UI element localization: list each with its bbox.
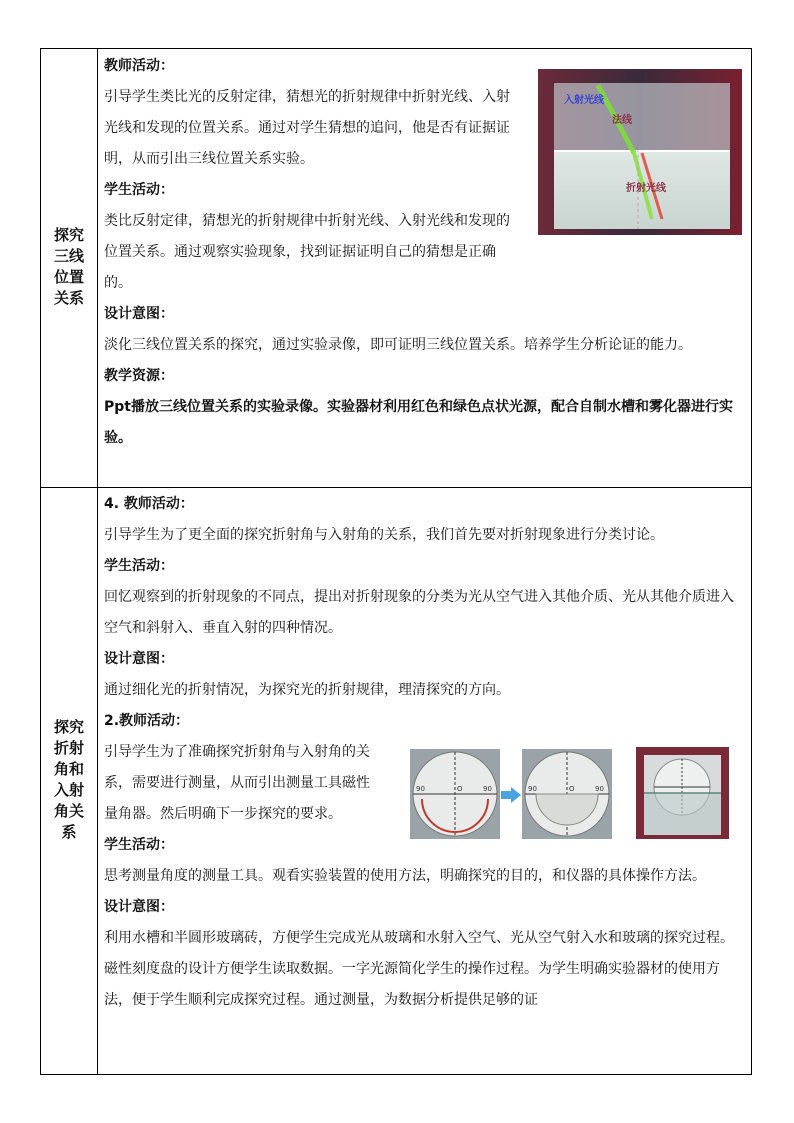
student1-text: 回忆观察到的折射现象的不同点，提出对折射现象的分类为光从空气进入其他介质、光从其他介质进入空气和斜射入、垂直入射的四种情况。	[104, 589, 734, 636]
svg-text:O: O	[457, 785, 463, 793]
teacher-text: 引导学生类比光的反射定律，猜想光的折射规律中折射光线、入射光线和发现的位置关系。通过对学生猜想的追问，他是否有证据证明，从而引出三线位置关系实验。	[104, 89, 510, 167]
student1-heading: 学生活动：	[104, 558, 174, 574]
column-divider	[97, 49, 98, 1074]
design-text: 淡化三线位置关系的探究，通过实验录像，即可证明三线位置关系。培养学生分析论证的能力。	[104, 337, 692, 353]
label-line: 折射	[53, 739, 84, 757]
design1-text: 通过细化光的折射情况，为探究光的折射规律，理清探究的方向。	[104, 682, 510, 698]
label-line: 角关	[53, 802, 84, 820]
incident-ray-label: 入射光线	[564, 95, 604, 106]
label-line: 角和	[53, 760, 84, 778]
row-label-angles	[41, 717, 97, 843]
teacher1-heading: 4. 教师活动：	[104, 496, 194, 512]
teacher-heading: 教师活动：	[104, 58, 174, 74]
svg-text:90: 90	[416, 785, 425, 793]
refracted-ray-label: 折射光线	[626, 183, 666, 194]
design1-heading: 设计意图：	[104, 651, 174, 667]
label-line: 系	[61, 823, 77, 841]
student-heading: 学生活动：	[104, 182, 174, 198]
teacher2-heading: 2.教师活动：	[104, 713, 190, 729]
refraction-photo	[538, 69, 742, 235]
student2-heading: 学生活动：	[104, 837, 174, 853]
design2-text: 利用水槽和半圆形玻璃砖，方便学生完成光从玻璃和水射入空气、光从空气射入水和玻璃的探究过程。磁性刻度盘的设计方便学生读取数据。一字光源简化学生的操作过程。为学生明确实验器材的使用方法，便于学生顺利完成探究过程。通过测量，为数据分析提供足够的证	[104, 930, 734, 1008]
teacher1-text: 引导学生为了更全面的探究折射角与入射角的关系，我们首先要对折射现象进行分类讨论。	[104, 527, 664, 543]
arrow-icon	[501, 787, 521, 803]
label-line: 三线	[53, 247, 84, 265]
lesson-table	[40, 48, 752, 1075]
design2-heading: 设计意图：	[104, 899, 174, 915]
row-divider	[41, 487, 751, 488]
label-line: 入射	[53, 781, 84, 799]
protractor-photo-1	[410, 749, 500, 839]
design-heading: 设计意图：	[104, 306, 174, 322]
label-line: 探究	[53, 718, 84, 736]
row-label-three-lines	[41, 225, 97, 309]
normal-label: 法线	[612, 115, 632, 126]
student2-text: 思考测量角度的测量工具。观看实验装置的使用方法，明确探究的目的，和仪器的具体操作方法。	[104, 868, 706, 884]
resource-text: Ppt播放三线位置关系的实验录像。实验器材利用红色和绿色点状光源，配合自制水槽和雾化器进行实验。	[104, 399, 733, 446]
svg-text:O: O	[569, 785, 575, 793]
label-line: 关系	[53, 289, 84, 307]
svg-text:90: 90	[528, 785, 537, 793]
protractor-photo-2	[522, 749, 612, 839]
label-line: 探究	[53, 226, 84, 244]
teacher2-text: 引导学生为了准确探究折射角与入射角的关系，需要进行测量，从而引出测量工具磁性量角器。然后明确下一步探究的要求。	[104, 744, 370, 822]
svg-text:90: 90	[595, 785, 604, 793]
resource-heading: 教学资源：	[104, 368, 174, 384]
water-tank-photo	[636, 747, 729, 839]
label-line: 位置	[53, 268, 84, 286]
svg-text:90: 90	[483, 785, 492, 793]
student-text: 类比反射定律，猜想光的折射规律中折射光线、入射光线和发现的位置关系。通过观察实验现象，找到证据证明自己的猜想是正确的。	[104, 213, 510, 291]
